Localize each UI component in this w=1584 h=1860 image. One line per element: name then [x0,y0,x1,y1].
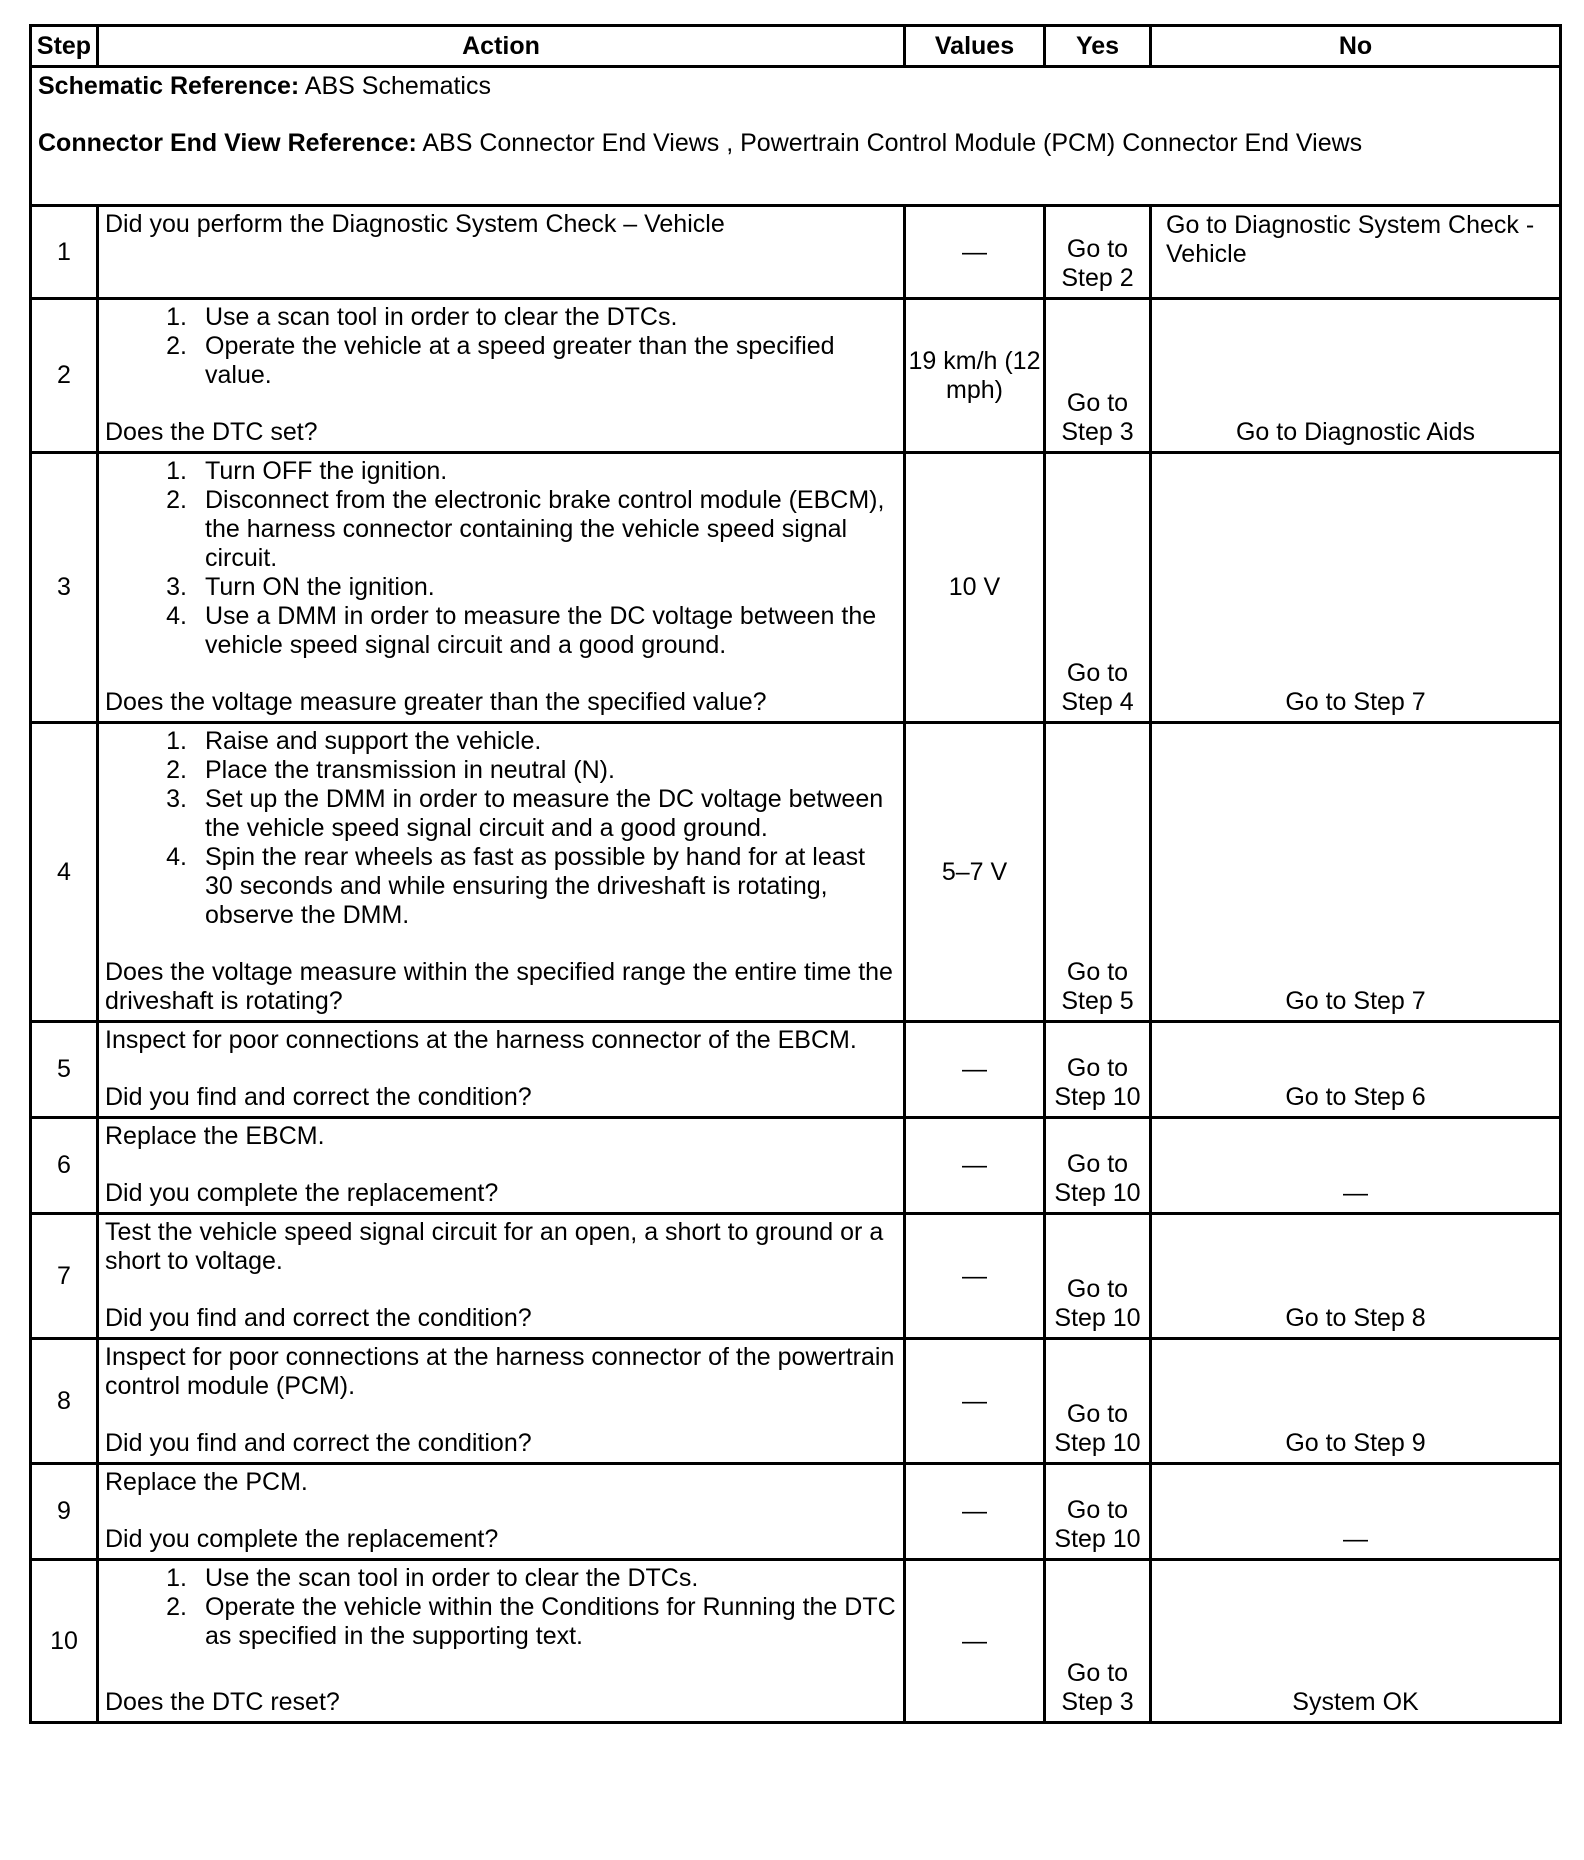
yes-cell: Go to Step 3 [1045,299,1151,453]
table-row [31,1339,1561,1464]
step-number: 6 [31,1118,98,1214]
list-number: 2. [166,756,187,784]
yes-cell: Go to Step 10 [1045,1339,1151,1464]
list-number: 1. [166,457,187,485]
action-cell [98,206,905,299]
value-cell: — [905,1560,1045,1723]
action-question: Did you find and correct the condition? [105,1429,532,1457]
list-number: 2. [166,332,187,360]
list-text: Use a scan tool in order to clear the DTCs. [205,303,678,331]
no-cell: — [1151,1464,1561,1560]
no-cell: Go to Step 6 [1151,1022,1561,1118]
action-list-item [105,486,897,573]
action-list [105,303,897,390]
action-question: Does the voltage measure greater than the specified value? [105,688,767,716]
value-cell: — [905,1214,1045,1339]
action-list-item [105,727,897,756]
list-text: Use a DMM in order to measure the DC voltage between the vehicle speed signal circuit and a good ground. [205,602,877,659]
table-row [31,1118,1561,1214]
action-question: Does the DTC reset? [105,1688,340,1716]
yes-cell: Go to Step 5 [1045,723,1151,1022]
action-cell [98,1560,905,1723]
no-cell: Go to Step 7 [1151,453,1561,723]
action-list-item [105,785,897,843]
header-row [31,26,1561,67]
header-yes: Yes [1045,26,1151,67]
action-list-item [105,602,897,660]
no-cell: — [1151,1118,1561,1214]
value-cell: — [905,1339,1045,1464]
yes-cell: Go to Step 10 [1045,1022,1151,1118]
no-cell: Go to Step 7 [1151,723,1561,1022]
action-list-item [105,573,897,602]
action-cell [98,299,905,453]
list-number: 3. [166,573,187,601]
no-cell: Go to Diagnostic System Check - Vehicle [1151,206,1561,299]
table-row [31,723,1561,1022]
table-row [31,299,1561,453]
list-number: 4. [166,602,187,630]
value-cell: — [905,1464,1045,1560]
value-cell: 10 V [905,453,1045,723]
action-list-item [105,332,897,390]
value-cell: — [905,206,1045,299]
no-cell: System OK [1151,1560,1561,1723]
no-cell: Go to Step 9 [1151,1339,1561,1464]
header-values: Values [905,26,1045,67]
list-text: Place the transmission in neutral (N). [205,756,615,784]
action-cell [98,723,905,1022]
action-cell [98,1464,905,1560]
list-number: 3. [166,785,187,813]
schematic-reference-label: Schematic Reference: [38,72,300,100]
action-question: Does the voltage measure within the specified range the entire time the driveshaft is rotating? [105,958,893,1015]
action-question: Did you complete the replacement? [105,1179,499,1207]
step-number: 9 [31,1464,98,1560]
action-cell [98,453,905,723]
action-question: Did you find and correct the condition? [105,1304,532,1332]
connector-reference-text: ABS Connector End Views , Powertrain Control Module (PCM) Connector End Views [416,129,1363,157]
table-row [31,453,1561,723]
list-text: Disconnect from the electronic brake control module (EBCM), the harness connector containing the vehicle speed signal circuit. [205,486,885,572]
action-list [105,727,897,930]
action-cell [98,1339,905,1464]
action-question: Does the DTC set? [105,418,318,446]
list-number: 4. [166,843,187,871]
action-question: Did you complete the replacement? [105,1525,499,1553]
action-intro: Inspect for poor connections at the harness connector of the EBCM. [105,1026,857,1054]
action-intro: Did you perform the Diagnostic System Check – Vehicle [105,210,725,238]
table-row [31,1214,1561,1339]
action-list [105,1564,897,1651]
header-no: No [1151,26,1561,67]
action-intro: Replace the EBCM. [105,1122,325,1150]
no-cell: Go to Step 8 [1151,1214,1561,1339]
action-intro: Inspect for poor connections at the harness connector of the powertrain control module (PCM). [105,1343,895,1400]
list-text: Use the scan tool in order to clear the DTCs. [205,1564,699,1592]
action-intro: Replace the PCM. [105,1468,308,1496]
header-action: Action [98,26,905,67]
table-row [31,206,1561,299]
step-number: 4 [31,723,98,1022]
step-number: 3 [31,453,98,723]
step-number: 8 [31,1339,98,1464]
reference-row [31,67,1561,206]
value-cell: 5–7 V [905,723,1045,1022]
action-cell [98,1214,905,1339]
table-row [31,1464,1561,1560]
step-number: 2 [31,299,98,453]
action-list [105,457,897,660]
yes-cell: Go to Step 10 [1045,1214,1151,1339]
list-text: Set up the DMM in order to measure the DC voltage between the vehicle speed signal circuit and a good ground. [205,785,884,842]
list-number: 2. [166,486,187,514]
action-cell [98,1118,905,1214]
list-number: 1. [166,1564,187,1592]
table-row [31,1022,1561,1118]
value-cell: — [905,1118,1045,1214]
list-text: Operate the vehicle within the Conditions for Running the DTC as specified in the supporting text. [205,1593,896,1650]
yes-cell: Go to Step 3 [1045,1560,1151,1723]
value-cell: 19 km/h (12 mph) [905,299,1045,453]
step-number: 10 [31,1560,98,1723]
list-text: Raise and support the vehicle. [205,727,542,755]
yes-cell: Go to Step 10 [1045,1118,1151,1214]
action-list-item [105,1593,897,1651]
table-row [31,1560,1561,1723]
action-list-item [105,756,897,785]
step-number: 7 [31,1214,98,1339]
list-number: 1. [166,303,187,331]
step-number: 1 [31,206,98,299]
action-list-item [105,303,897,332]
yes-cell: Go to Step 2 [1045,206,1151,299]
yes-cell: Go to Step 10 [1045,1464,1151,1560]
action-cell [98,1022,905,1118]
yes-cell: Go to Step 4 [1045,453,1151,723]
connector-reference-label: Connector End View Reference: [38,129,417,157]
list-text: Turn ON the ignition. [205,573,435,601]
step-number: 5 [31,1022,98,1118]
value-cell: — [905,1022,1045,1118]
list-text: Spin the rear wheels as fast as possible by hand for at least 30 seconds and while ensuring the driveshaft is rotating, observe the DMM. [205,843,866,929]
action-intro: Test the vehicle speed signal circuit for an open, a short to ground or a short to voltage. [105,1218,884,1275]
no-cell: Go to Diagnostic Aids [1151,299,1561,453]
action-list-item [105,843,897,930]
diagnostic-table [29,24,1562,1724]
schematic-reference-text: ABS Schematics [299,72,491,100]
reference-cell [31,67,1561,206]
list-number: 1. [166,727,187,755]
header-step: Step [31,26,98,67]
list-text: Turn OFF the ignition. [205,457,448,485]
list-number: 2. [166,1593,187,1621]
action-list-item [105,457,897,486]
action-question: Did you find and correct the condition? [105,1083,532,1111]
list-text: Operate the vehicle at a speed greater than the specified value. [205,332,835,389]
action-list-item [105,1564,897,1593]
